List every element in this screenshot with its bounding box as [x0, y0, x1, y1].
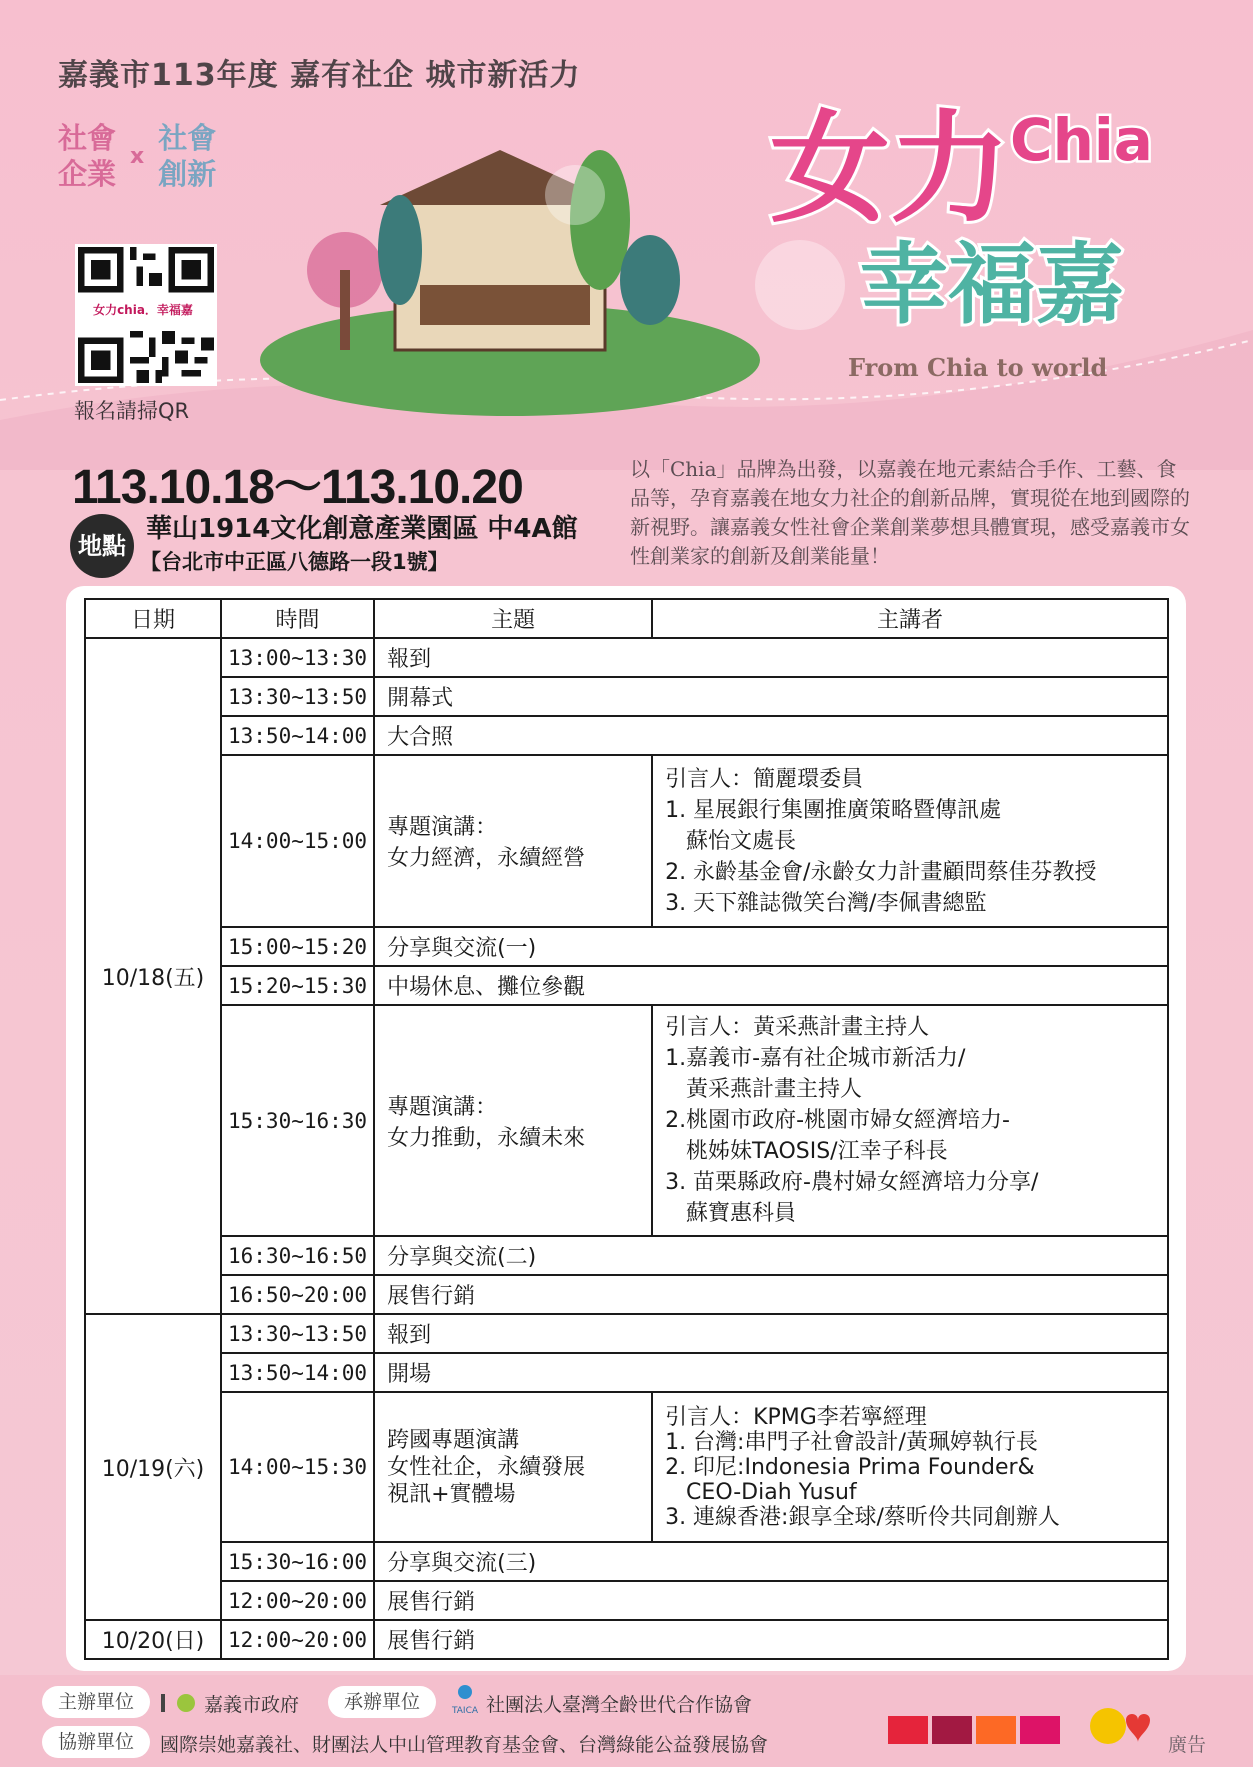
badge-right-line2: 創新: [158, 157, 217, 191]
organizer-name: 社團法人臺灣全齡世代合作協會: [486, 1694, 753, 1716]
topic-line: 女力經濟，永續經營: [387, 846, 586, 871]
organizer-label: 承辦單位: [328, 1686, 436, 1718]
time-cell: 16:50~20:00: [221, 1275, 374, 1314]
topic-cell: [374, 1005, 652, 1236]
date-cell: 10/20(日): [85, 1620, 221, 1659]
time-cell: 13:30~13:50: [221, 677, 374, 716]
speaker-line: 2. 印尼:Indonesia Prima Founder&: [665, 1454, 1035, 1480]
speaker-line: 1. 台灣:串門子社會設計/黃珮婷執行長: [665, 1429, 1038, 1455]
host-name: 嘉義市政府: [204, 1694, 300, 1716]
logo-tagline: From Chia to world: [848, 353, 1108, 382]
topic-cell: 報到: [374, 1314, 1168, 1353]
logo-line1: 女力: [770, 100, 1010, 239]
sdg-icon: [888, 1716, 928, 1744]
date-cell: 10/18(五): [85, 638, 221, 1314]
badge-left-line2: 企業: [58, 157, 117, 191]
topic-cell: [374, 1392, 652, 1542]
sdg-icon: [932, 1716, 972, 1744]
table-row: [85, 927, 1168, 966]
table-row: [85, 1542, 1168, 1581]
taica-logo-text: TAICA: [451, 1706, 479, 1716]
time-cell: 13:50~14:00: [221, 716, 374, 755]
table-header-row: [85, 599, 1168, 638]
table-row: [85, 1620, 1168, 1659]
venue-address: 【台北市中正區八德路一段1號】: [140, 550, 449, 574]
table-row: [85, 716, 1168, 755]
speaker-line: CEO-Diah Yusuf: [665, 1479, 857, 1505]
topic-cell: 分享與交流(一): [374, 927, 1168, 966]
logo-chia: Chia: [1010, 106, 1153, 174]
table-row: [85, 638, 1168, 677]
sdg-icon: [1020, 1716, 1060, 1744]
sdg-icon: [976, 1716, 1016, 1744]
topic-cell: 展售行銷: [374, 1620, 1168, 1659]
schedule-table: [84, 598, 1169, 1660]
time-cell: 12:00~20:00: [221, 1620, 374, 1659]
co-organizer-label: 協辦單位: [42, 1726, 150, 1758]
speaker-cell: [652, 1392, 1168, 1542]
speaker-line: 引言人：簡麗環委員: [665, 766, 864, 792]
social-enterprise-badge: [58, 120, 216, 192]
topic-cell: 開幕式: [374, 677, 1168, 716]
badge-right-line1: 社會: [158, 121, 217, 155]
topic-line: 女力推動，永續未來: [387, 1125, 586, 1151]
speaker-line: 3. 天下雜誌微笑台灣/李佩書總監: [665, 890, 987, 916]
time-cell: 12:00~20:00: [221, 1581, 374, 1620]
topic-cell: 中場休息、攤位參觀: [374, 966, 1168, 1005]
intro-paragraph: 以「Chia」品牌為出發，以嘉義在地元素結合手作、工藝、食品等，孕育嘉義在地女力社企的創新品牌，實現從在地到國際的新視野。讓嘉義女性社會企業創業夢想具體實現，感受嘉義市女性創業家的創新及創業能量！: [630, 457, 1190, 568]
event-logo: [760, 80, 1180, 400]
time-cell: 15:20~15:30: [221, 966, 374, 1005]
taica-logo-icon: [448, 1682, 482, 1716]
time-cell: 13:00~13:30: [221, 638, 374, 677]
badge-x: x: [130, 143, 145, 169]
chiayi-city-logo-icon: [160, 1692, 200, 1714]
page-title: 嘉義市113年度 嘉有社企 城市新活力: [58, 58, 581, 93]
table-row: [85, 1236, 1168, 1275]
location-badge: 地點: [70, 514, 134, 578]
topic-line: 視訊+實體場: [387, 1481, 516, 1507]
time-cell: 13:50~14:00: [221, 1353, 374, 1392]
logo-line2: 幸福嘉: [860, 233, 1125, 336]
heart-badge-icon: [1086, 1704, 1152, 1754]
topic-line: 專題演講：: [387, 815, 498, 840]
speaker-line: 蘇寶惠科員: [665, 1201, 797, 1226]
speaker-line: 3. 連線香港:銀享全球/蔡昕伶共同創辦人: [665, 1504, 1060, 1530]
topic-line: 女性社企，永續發展: [387, 1454, 586, 1480]
speaker-line: 引言人：KPMG李若寧經理: [665, 1404, 927, 1430]
co-organizer-names: 國際崇她嘉義社、財團法人中山管理教育基金會、台灣綠能公益發展協會: [160, 1734, 769, 1756]
table-row: [85, 1581, 1168, 1620]
venue-name: 華山1914文化創意產業園區 中4A館: [146, 514, 578, 544]
speaker-line: 2.桃園市政府-桃園市婦女經濟培力-: [665, 1108, 1010, 1133]
topic-cell: 報到: [374, 638, 1168, 677]
badge-left-line1: 社會: [58, 121, 117, 155]
table-row: [85, 1005, 1168, 1236]
event-date-range: 113.10.18～113.10.20: [72, 461, 523, 514]
qr-label: 女力chia．幸福嘉: [75, 299, 211, 321]
speaker-line: 黃采燕計畫主持人: [665, 1077, 863, 1102]
topic-cell: 分享與交流(二): [374, 1236, 1168, 1275]
speaker-line: 蘇怡文處長: [665, 828, 797, 854]
time-cell: 14:00~15:00: [221, 755, 374, 927]
time-cell: 14:00~15:30: [221, 1392, 374, 1542]
table-row: [85, 677, 1168, 716]
speaker-line: 桃姊妹TAOSIS/江幸子科長: [665, 1139, 948, 1164]
social-enterprise-text: [58, 120, 116, 192]
table-row: [85, 1275, 1168, 1314]
speaker-line: 引言人：黃采燕計畫主持人: [665, 1015, 930, 1040]
speaker-cell: [652, 1005, 1168, 1236]
table-row: [85, 1353, 1168, 1392]
topic-cell: 展售行銷: [374, 1581, 1168, 1620]
header-time: 時間: [221, 599, 374, 638]
ad-label: 廣告: [1168, 1734, 1207, 1756]
topic-cell: 大合照: [374, 716, 1168, 755]
speaker-line: 1.嘉義市-嘉有社企城市新活力/: [665, 1046, 966, 1071]
speaker-cell: [652, 755, 1168, 927]
header-topic: 主題: [374, 599, 652, 638]
topic-line: 專題演講：: [387, 1094, 498, 1120]
header-speaker: 主講者: [652, 599, 1168, 638]
time-cell: 15:00~15:20: [221, 927, 374, 966]
host-label: 主辦單位: [42, 1686, 150, 1718]
table-row: [85, 1392, 1168, 1542]
time-cell: 13:30~13:50: [221, 1314, 374, 1353]
topic-line: 跨國專題演講: [387, 1427, 520, 1453]
time-cell: 16:30~16:50: [221, 1236, 374, 1275]
speaker-line: 3. 苗栗縣政府-農村婦女經濟培力分享/: [665, 1170, 1039, 1195]
speaker-line: 1. 星展銀行集團推廣策略暨傳訊處: [665, 797, 1002, 823]
speaker-line: 2. 永齡基金會/永齡女力計畫顧問蔡佳芬教授: [665, 859, 1097, 885]
header-date: 日期: [85, 599, 221, 638]
topic-cell: [374, 755, 652, 927]
time-cell: 15:30~16:30: [221, 1005, 374, 1236]
time-cell: 15:30~16:00: [221, 1542, 374, 1581]
social-innovation-text: [158, 120, 216, 192]
topic-cell: 開場: [374, 1353, 1168, 1392]
topic-cell: 展售行銷: [374, 1275, 1168, 1314]
qr-caption: 報名請掃QR: [74, 399, 190, 423]
topic-cell: 分享與交流(三): [374, 1542, 1168, 1581]
table-row: [85, 966, 1168, 1005]
date-cell: 10/19(六): [85, 1314, 221, 1620]
table-row: [85, 755, 1168, 927]
table-row: [85, 1314, 1168, 1353]
